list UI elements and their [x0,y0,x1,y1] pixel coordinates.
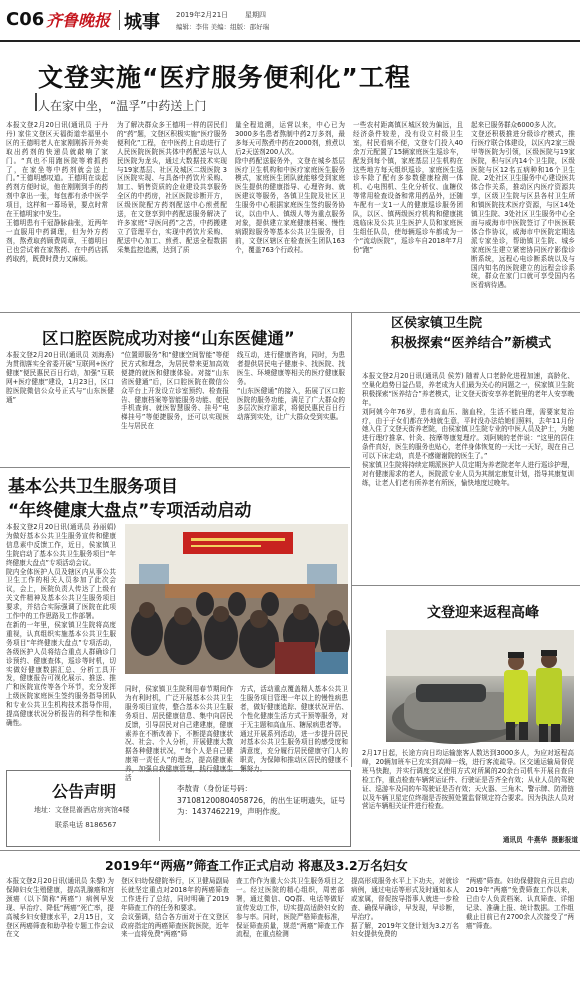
article4-bottom-rule [352,585,580,586]
article2-col-2: “位置即服务”和“健康空间智能”等便民方式和理念，为居民带来更加高效便捷的就医和健康体验。对接“山东省医健通”后，区口腔医院在微信公众平台上开发设立诊室预约、检查报告、健康档案等智能服务功能、便民手机查询、就医智慧服务、挂号“电梯挂号”等便捷服务，还可以实现医生与居民在 [121,351,229,431]
lead-col-1: 本报文登2月20日讯(通讯员 于丹丹) 家住文登区天福街道幸福里小区的王德明老人在家刚刚拆开外卖取出药剂的快递员就敲响了家门。“真也不用跑医院等着抓药了，在家坐等中药剂就会送上门。”王德明感叹道。王德明在谈起药剂方便时说，他在刚刚到手的药剂中拿出一张，每包都有杀中医学项目，这样和一幕场景，要点时常在王德明家中发生。 王德明患有千冠静脉曲张，近两年一直服用中药调理，但为外方药剂，熬煮取药顾费周章，王德明日已也尝试着在家熬药、在中药店抓药取药，既费时费力又麻烦。 [6,121,108,263]
meeting-illustration [125,524,348,674]
traffic-police-photo [386,630,574,742]
masthead [0,0,580,44]
lead-col-3: 量全程追溯，运营以来，中心已为3000多名患者熬制中药2万多剂，最多每天可熬煮中药在2000剂，煎煮以后2天送剂200人次。 除中药配送服务外，文登在城乡基层医疗卫生机构和中医疗家庭医生服务模式，家庭医生团队就能够受到家庭医生提供的健康指导、心理咨询、就医建议等服务，各镇卫生院及社区卫生服务中心根据家庭医生签约服务协议，以由中人、镇级人等为重点服务对象，提供建立家庭健康档案、慢性病跟踪服务等基本公共卫生服务，目前，文登区辖区在检查医生团队163个，覆盖763个行政村。 [235,121,345,254]
article3-headline: 基本公共卫生服务项目 [8,477,178,497]
article2-col-1: 本报文登2月20日讯(通讯员 刘海燕) 为贯彻落实全省委开展“互联网+医疗健康”便民惠民百日行动，加强“互联网+医疗健康”建设，1月23日，区口腔医院微信公众号正式与“山东医健通” [6,351,117,404]
article4-body: 本报文登2月20日讯(通讯员 侯芳) 随着人口老龄化进程加速，高龄化、空巢化趋势日益凸显，养老成为人们最为关心的问题之一，侯家镇卫生院积极探索“医养结合”养老模式，让文登天街安享养老院里的老年人安享晚年。 刘阿姨今年76岁，患有高血压、脑血栓，生活不能自理，需要家复治疗，由于子女们都在外地就生意，平时没办法给她们照料，去年11月份她入住了文登天街养老院，由侯家镇卫生院专业的中医人员及护士，为她进行理疗推拿、针灸、按摩等康复理疗。刘阿姨的老伴说：“这里的居住条件真好，医生的服务也贴心，老伴身体恢复的一天比一天好，现在自己可以下床走动，真是不感谢谢院的医生了。” 侯家镇卫生院将持续定期派医护人员定期为养老院老年人进行巡诊护理，对有健康需求的老人，医院派专业人员为其制定康复计划，指导其康复训练，让老人们老有所养老有所医，愉快地度过晚年。 [362,372,574,487]
bottom-col-2: 登区妇幼保健院举行，区卫健局副局长就坚定重点对2018年的两癌筛查工作进行了总结，同时明确了2019年筛查工作的任务和要求。 会议强调，结合各方面对于在文登区政府指定的两癌筛查医院医院，近年来一直将免费“两癌”筛 [121,877,229,939]
notice-title: 公告声明 [52,782,117,801]
article3-col-1: 本报文登2月20日讯(通讯员 孙丽娟) 为做好基本公共卫生服务宣传和健康信息素中反馈工作，近日，侯家镇卫生院启动了基本公共卫生服务项目“年终健康大盘点”专项活动会议。 院内全体医护人员及辖区内从事公共卫生工作的相关人员参加了此次会议，会上，医院负责人传达了上级有关文件精神及基本公共卫生服务项目要求，并结合实际强调了医院在此项工作中的工作思路及工作部署。 在新的一年里，侯家镇卫生院将高度重视，认真组织实施基本公共卫生服务项目“年终健康大盘点”专项活动，各级医护人员将结合重点人群确诊门诊预约、健康查体，巡诊等时机，切实做好健康数据汇总、分析工具开发，健康报告可视化展示、推送、推广和医院宣传等各个环节，充分发挥上级医院家庭医生签约服务指导团队和专业公共卫生机构技术指导作用，提高健康状况分析报告的科学性和准确性。 [6,523,116,727]
section-title: 城事 [124,12,160,33]
notice-phone: 联系电话 8186567 [55,821,117,829]
article2-col-3: 线互动，进行健康咨询，同时，为患者提供居民电子健康卡、找医院、找医生、环境健康等相关的医疗健康服务。 “山东医健通”的接入，拓展了区口腔医院的服务功能，满足了广大群众的多层次医疗需求，将便民惠民百日行动落到实处，让广大群众受到实惠。 [237,351,345,422]
article4-headline-2: 积极探索“医养结合”新模式 [391,336,552,351]
article5-credit: 通讯员 牛燕华 摄影报道 [502,836,578,844]
lead-col-2: 为了解决群众多王德明一样的居民们的“药”题，文登区积极实施“医疗服务便利化”工程，在中医药上自动进行了人民医院医院医共体中药配送与以人民医院为龙头，通过大数据技术实现与19家基层、社区及城区二级医院 3区医院实现、与具备中药饮片采购、加工、销售资质的企业建设共享服务全区的中药房，社区医院诊断开方，区级医院配方药剂配送中心煎煮配送，在文登享到中药配送服务解决了许多家庭“寻医问药”之苦，中药搬建立了管理平台，实现中药饮片采购、配送中心加工、煎煮、配送全程数据采集监控追溯，达到了质 [117,121,227,254]
article3-col-2: 同时，侯家镇卫生院利用春节期间作为有利时机，广泛开展基本公共卫生服务项目宣传，整合基本公共卫生服务项目、居民健康信息、集中向居民反馈，引导居民对自己建建康，健康素养在不断改善下，不断提高健康状况、社会、个人分析，开展健康大数据各种健康状况，“每个人是自己健康第一责任人”的理念，提高健康素养，加强自我健康管理，践行健康生活 [125,685,233,783]
lead-subhead: 人在家中坐，“温孚”中药送上门 [38,99,207,113]
bottom-headline: 2019年“两癌”筛查工作正式启动 将惠及3.2万名妇女 [105,858,408,873]
lost-notice-line-1: 李敖青（身份证号码： [177,784,252,793]
article4-headline: 区侯家镇卫生院 [391,316,483,331]
bottom-col-5: “两癌”筛查。妇幼保健院自元旦启动2019年“两癌”免费筛查工作以来，已由专人负责档案、认真筛查、详细记录、准确上报、统计数据。工作组截止目前已有2700余人次接受了“两癌”筛查。 [466,877,574,930]
lead-sub-rule [35,93,37,111]
vertical-divider [351,313,352,767]
meeting-photo [125,524,348,674]
newspaper-logo: 齐鲁晚报 [46,11,111,30]
page-number: C06 [6,9,45,30]
masthead-rule [0,40,580,42]
bottom-col-4: 提高形成服务水平上下功夫，对就诊病例，通过电话等形式及时通知本人或家属，督促按导指事人就进一步检查、确保早确诊，早发现，早诊断，早治疗。 据了解，2019年文登计划为3.2万名妇女提供免费的 [351,877,459,939]
article3-headline-2: “年终健康大盘点”专项活动启动 [8,501,252,521]
article2-bottom-rule [0,467,350,468]
lead-col-5: 起来已服务群众6000多人次。 文登还积极推进分级诊疗模式，推行医疗联合体建设，以区内2家三级甲等医院为引领，区级医院与19家医院，积与区内14个卫生院，区级医院与区12名五病种和16个卫生院、2处社区卫生服务中心建设医共体合作关系，推动区内医疗资源共享，区级卫生院与区县各村卫生所和镇医院技术医疗资源，与区14处镇卫生院、3处社区卫生服务中心全面与威海市中医院签订了中医医联体合作协议，威海市中医院定期选派专家坐诊，帮助镇卫生院、城乡家庭医生建立紧密协同医疗影像诊断系统，远程心电诊断系统以及与国内知名的医院建立的远程会诊系统，群众在家门口就可享受国内名医看病待遇。 [471,121,575,290]
bottom-col-1: 本报文登2月20日讯(通讯员 朱黎) 为保障妇女生殖健康，提高乳腺癌和宫颈癌（以下简称“两癌”）病例早发现、早治疗、降低“两癌”死亡率，提高城乡妇女健康水平，2月15日，文登区两癌筛查和助孕检专题工作会议在文 [6,877,114,939]
article5-headline: 文登迎来返程高峰 [427,605,539,621]
article3-col-3: 方式，活动重点覆盖精人基本公共卫生服务项目管理一年以上的慢性病患者，做好健康追踪、健康状况评估、个性化健康生活方式干预等服务，对于无主题和高血压、糖尿病患者等。 通过开展系列活动，进一步提升居民对基本公共卫生服务项目的感受度和满意度，充分履行居民健康守门人的职责，为保障和推动区居民的健康不懈努力。 [240,685,348,774]
article2-headline: 区口腔医院成功对接“山东医健通” [42,329,295,348]
bottom-section-rule [0,850,580,851]
issue-date: 2019年2月21日 [176,11,229,19]
bottom-col-3: 查工作作为重大公共卫生服务项目之一。经过医院的精心组织，周密部署，通过微信、QQ群、电话等做好宣传发动工作，切实提高适龄妇女的参与率。同时，医院严格筛查标准，保证筛查质量，规范“两癌”筛查工作流程，在重点检测 [236,877,344,939]
lead-headline: 文登实施“医疗服务便利化”工程 [38,63,411,92]
issue-weekday: 星期四 [245,11,266,19]
lead-bottom-rule [0,312,580,313]
lost-notice-line-2: 371081200804058726，的出生证明遗失，证号为：1437462219，声明作废。 [177,796,346,816]
traffic-police-illustration [386,630,574,742]
notice-address: 地址：文登昆嵛酒店房宾馆4楼 [34,806,130,814]
editor-credits: 编辑：李伟 美编：组版：邵好瑞 [176,23,270,31]
lead-col-4: 一些农村距离镇区城区较为偏远，且经济条件较差，没有设立村级卫生室，村民看病不便，文登专门投入40余万元配置了15辆家庭医生巡诊车，配发到每个镇，家庭基层卫生机构在这些地方每天组织巡诊，家庭医生巡诊车除了配有多参数健康检测一体机、心电图机、生化分析仪、血糖仪等常用检查设备和常用药品外，还随车配有一支1一人的健康巡诊服务团队，以区、镇两级医疗机构和健康挑选临床及公共卫生医护人员和家庭医生组任队员，使每辆巡诊车都成为一个“流动医院”，巡诊车自2018年7月份“跑” [353,121,463,254]
article5-body: 2月17日起，长途方向日均运输旅客人数达到3000多人，为应对返程高峰，20辆加班车已充实到高峰一线，进行客流疏导。区交通运输局督促班马快跑，并实行调度交叉使用方式对所属的20余台司机车开展自查自检工作，重点检查车辆营运证件、行驶证是否齐全有效；从业人员的驾驶证、巡游车及同的车驾驶证是否有效；天火器、三角木、警示牌、防滑链以及车辆卫星定位终端是否按照处置监督规定符合要求。因为执法人员对营运车辆相关证件进行检查。 [362,749,574,811]
notice-divider [159,777,160,841]
notice-box [6,770,351,847]
logo-divider [119,10,120,30]
